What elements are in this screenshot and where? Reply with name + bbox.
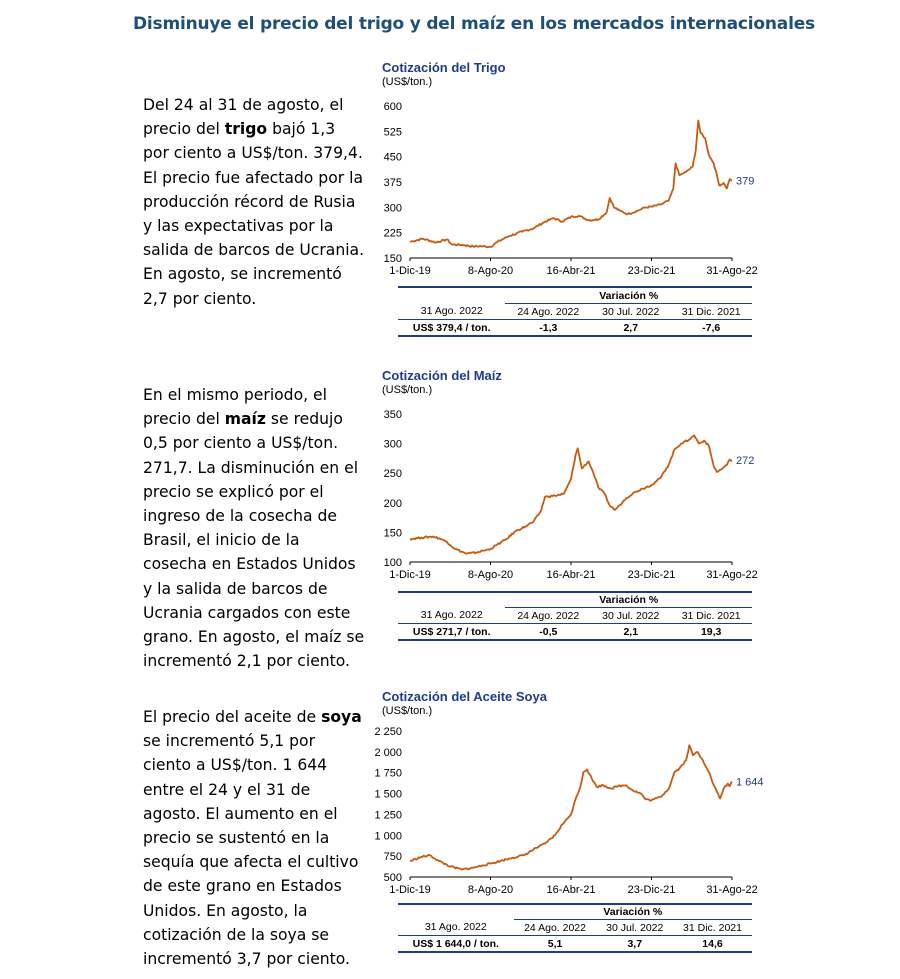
line-chart-soya (374, 689, 764, 904)
y-tick-label: 150 (383, 253, 402, 265)
chart-title: Cotización del Aceite Soya (382, 689, 547, 704)
column-header: 24 Ago. 2022 (505, 608, 591, 624)
variation-cell: 2,7 (591, 320, 670, 337)
x-tick-label: 23-Dic-21 (627, 265, 676, 277)
chart-panel-soya (374, 689, 764, 974)
x-tick-label: 31-Ago-22 (706, 884, 758, 896)
series-line (410, 745, 732, 869)
x-tick-label: 1-Dic-19 (389, 265, 431, 277)
y-tick-label: 250 (383, 468, 402, 481)
y-tick-label: 200 (383, 497, 402, 510)
paragraph-bold-word: trigo (224, 120, 268, 139)
y-tick-label: 525 (383, 126, 402, 139)
paragraph-trigo (143, 93, 365, 311)
variation-table (398, 592, 752, 641)
chart-unit: (US$/ton.) (382, 76, 433, 88)
x-tick-label: 8-Ago-20 (467, 884, 514, 896)
y-tick-label: 150 (383, 527, 402, 540)
y-tick-label: 225 (383, 227, 402, 240)
y-tick-label: 300 (383, 202, 402, 215)
chart-panel-maiz (378, 368, 758, 653)
y-tick-label: 1 500 (374, 788, 402, 801)
date-label: 31 Ago. 2022 (398, 608, 505, 624)
variation-cell: -0,5 (505, 624, 591, 641)
paragraph-text: se incrementó 5,1 por ciento a US$/ton. 1 644 entre el 24 y el 31 de agosto. El aumento en el precio se sustentó en la sequía que afecta el cultivo de este grano en Estados Unidos. En agosto, la cotización de la soya se incrementó 3,7 por ciento. (143, 732, 359, 969)
variation-table (398, 288, 752, 337)
x-tick-label: 23-Dic-21 (627, 884, 676, 896)
price-cell: US$ 379,4 / ton. (398, 320, 505, 337)
y-tick-label: 300 (383, 438, 402, 451)
y-tick-label: 2 000 (374, 746, 402, 759)
y-tick-label: 1 000 (374, 830, 402, 843)
last-value-label: 1 644 (736, 776, 764, 789)
column-header: 30 Jul. 2022 (591, 304, 670, 320)
line-chart-maiz (378, 368, 758, 593)
variation-header: Variación % (505, 592, 752, 608)
x-tick-label: 8-Ago-20 (467, 265, 514, 277)
last-value-label: 272 (736, 455, 755, 468)
paragraph-text: En el mismo periodo, el precio del (143, 386, 327, 429)
variation-header: Variación % (505, 288, 752, 304)
series-line (410, 121, 732, 248)
x-tick-label: 31-Ago-22 (706, 265, 758, 277)
line-chart-trigo (378, 60, 758, 285)
chart-title: Cotización del Trigo (382, 60, 506, 75)
variation-cell: 3,7 (596, 936, 673, 953)
x-tick-label: 16-Abr-21 (546, 265, 596, 277)
paragraph-text: bajó 1,3 por ciento a US$/ton. 379,4. El precio fue afectado por la producción récord de Rusia y las expectativas por la salida de barcos de Ucrania. En agosto, se incrementó 2,7 por ciento. (143, 120, 365, 308)
column-header: 31 Dic. 2021 (673, 920, 752, 936)
paragraph-bold-word: soya (321, 708, 362, 726)
y-tick-label: 750 (383, 851, 402, 864)
column-header: 24 Ago. 2022 (505, 304, 591, 320)
date-label: 31 Ago. 2022 (398, 304, 505, 320)
x-tick-label: 16-Abr-21 (546, 884, 596, 896)
column-header: 31 Dic. 2021 (670, 608, 752, 624)
y-tick-label: 500 (383, 872, 402, 884)
variation-cell: 5,1 (514, 936, 597, 953)
y-tick-label: 1 750 (374, 767, 402, 780)
x-tick-label: 1-Dic-19 (389, 569, 431, 581)
chart-unit: (US$/ton.) (382, 705, 433, 717)
x-tick-label: 8-Ago-20 (467, 569, 514, 581)
paragraph-soya (143, 705, 365, 971)
paragraph-bold-word: maíz (224, 410, 266, 429)
column-header: 30 Jul. 2022 (591, 608, 670, 624)
page-title: Disminuye el precio del trigo y del maíz en los mercados internacionales (133, 14, 815, 34)
y-tick-label: 2 250 (374, 726, 402, 738)
y-tick-label: 450 (383, 151, 402, 164)
paragraph-text: Del 24 al 31 de agosto, el precio del (143, 96, 344, 139)
price-cell: US$ 1 644,0 / ton. (398, 936, 514, 953)
variation-cell: -1,3 (505, 320, 591, 337)
chart-panel-trigo (378, 60, 758, 345)
y-tick-label: 375 (383, 177, 402, 189)
chart-title: Cotización del Maíz (382, 368, 502, 383)
price-cell: US$ 271,7 / ton. (398, 624, 505, 641)
paragraph-maiz (143, 383, 365, 673)
column-header: 24 Ago. 2022 (514, 920, 597, 936)
date-label: 31 Ago. 2022 (398, 920, 514, 936)
chart-unit: (US$/ton.) (382, 384, 433, 396)
variation-table (398, 904, 752, 953)
column-header: 30 Jul. 2022 (596, 920, 673, 936)
y-tick-label: 1 250 (374, 809, 402, 822)
paragraph-text: se redujo 0,5 por ciento a US$/ton. 271,7. La disminución en el precio se explicó por el ingreso de la cosecha de Brasil, el inicio de la cosecha en Estados Unidos y la salida de barcos de Ucrania cargados con este grano. En agosto, el maíz se incrementó 2,1 por ciento. (143, 410, 365, 671)
y-tick-label: 600 (383, 101, 402, 113)
series-line (410, 435, 732, 553)
x-tick-label: 16-Abr-21 (546, 569, 596, 581)
variation-cell: 19,3 (670, 624, 752, 641)
y-tick-label: 350 (383, 409, 402, 421)
variation-cell: 2,1 (591, 624, 670, 641)
x-tick-label: 23-Dic-21 (627, 569, 676, 581)
column-header: 31 Dic. 2021 (670, 304, 752, 320)
paragraph-text: El precio del aceite de (143, 708, 322, 726)
x-tick-label: 31-Ago-22 (706, 569, 758, 581)
last-value-label: 379 (736, 175, 755, 188)
y-tick-label: 100 (383, 557, 402, 569)
variation-cell: -7,6 (670, 320, 752, 337)
x-tick-label: 1-Dic-19 (389, 884, 431, 896)
variation-cell: 14,6 (673, 936, 752, 953)
variation-header: Variación % (514, 904, 752, 920)
